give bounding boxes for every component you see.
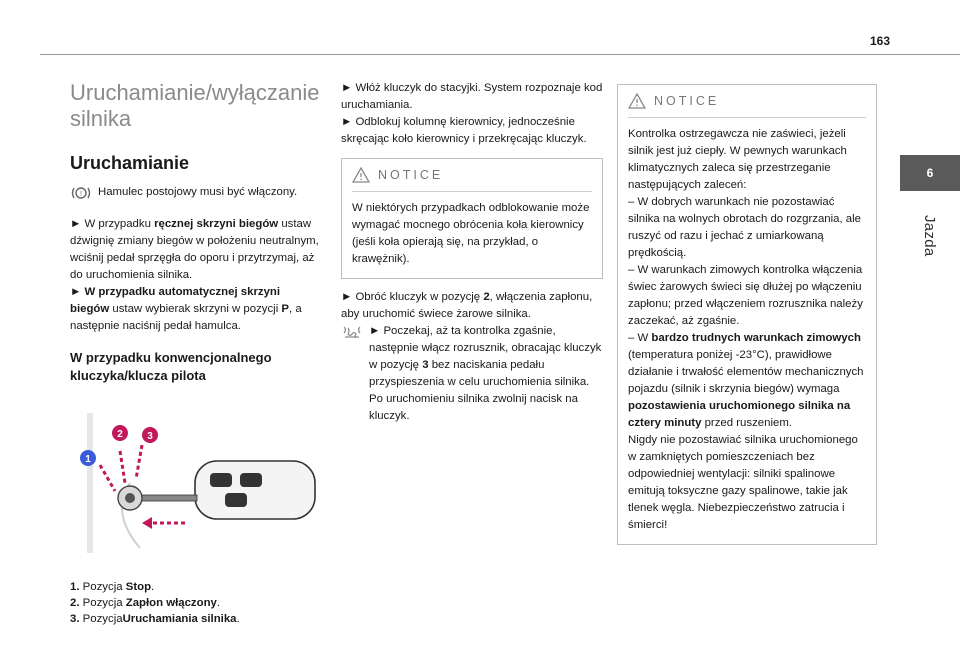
auto-bold: ► W przypadku automatycznej skrzyni biegów	[70, 286, 281, 315]
chapter-tab[interactable]	[900, 155, 960, 191]
manual-rest: ustaw dźwignię zmiany biegów w położeniu neutralnym, wciśnij pedał sprzęgła do oporu i przytrzymaj, aż do uruchomienia silnika.	[70, 218, 319, 281]
notice-label: NOTICE	[654, 93, 720, 108]
auto-rest-b: , a następnie naciśnij pedał hamulca.	[70, 303, 302, 332]
p4-a: – W	[628, 332, 652, 344]
page-number: 163	[869, 34, 890, 48]
marker-3-label: 3	[147, 431, 153, 442]
notice-body	[618, 126, 876, 534]
subsection-title: Uruchamianie	[70, 153, 190, 173]
legend-end: .	[216, 597, 221, 609]
position-2-marker	[112, 425, 128, 441]
key-blade	[135, 495, 197, 501]
notice-header	[342, 159, 602, 191]
warning-icon	[628, 93, 646, 109]
marker-1-label: 1	[85, 454, 91, 465]
manual-bold: ręcznej skrzyni biegów	[154, 218, 279, 230]
position-3-marker	[142, 427, 158, 443]
notice-paragraph: – W dobrych warunkach nie pozostawiać silnika na wolnych obrotach do rozgrzania, ale ruszyć od razu i jechać z umiarkowaną prędkością.	[628, 196, 862, 259]
right-column	[617, 80, 877, 555]
notice-box	[341, 158, 603, 279]
p4-b: (temperatura poniżej -23°C), prawidłowe działanie i trwałość elementów mechanicznych pojazdu (silnik i skrzynia biegów) wymaga	[628, 349, 864, 395]
legend-item	[70, 611, 320, 627]
marker-2-label: 2	[117, 429, 123, 440]
brake-note-text: Hamulec postojowy musi być włączony.	[98, 186, 298, 198]
ignition-key-figure	[70, 413, 320, 563]
section-title: Uruchamianie/wyłączanie silnika	[70, 80, 320, 131]
glow-plug-icon	[341, 323, 363, 341]
legend-num: 1.	[70, 581, 80, 593]
auto-rest-a: ustaw wybierak skrzyni w pozycji	[109, 303, 282, 315]
turn-b: , włączenia zapłonu, aby uruchomić świece żarowe silnika.	[341, 291, 593, 320]
auto-gearbox-instruction	[70, 284, 320, 335]
p4-bold2: pozostawienia uruchomionego silnika na cztery minuty	[628, 400, 851, 429]
position-1-marker	[80, 450, 96, 466]
legend-end: .	[236, 613, 240, 625]
brake-note	[70, 184, 320, 202]
warning-icon	[352, 167, 370, 183]
wait-a: ► Poczekaj, aż ta kontrolka zgaśnie, następnie włącz rozrusznik, obracając kluczyk w pozycję	[369, 325, 602, 371]
notice-paragraph: Kontrolka ostrzegawcza nie zaświeci, jeżeli silnik jest już ciepły. W pewnych warunkach klimatycznych zaleca się przestrzeganie następujących zaleceń:	[628, 128, 847, 191]
parking-brake-icon	[70, 184, 92, 202]
glow-plug-step	[341, 323, 603, 425]
legend-bold: Stop	[125, 581, 152, 593]
notice-label: NOTICE	[378, 167, 444, 182]
legend-end: .	[151, 581, 155, 593]
legend-bold: Zapłon włączony	[125, 597, 217, 609]
notice-paragraph: – W warunkach zimowych kontrolka włączenia świec żarowych świeci się dłużej po włączeniu zapłonu; przed włączeniem rozrusznika należy zaczekać, aż zgaśnie.	[628, 264, 863, 327]
unlock-step: ► Odblokuj kolumnę kierownicy, jednocześnie skręcając koło kierownicy i przekręcając kluczyk.	[341, 116, 587, 145]
key-heading: W przypadku konwencjonalnego kluczyka/klucza pilota	[70, 350, 272, 383]
figure-legend	[70, 579, 320, 627]
notice-divider	[352, 191, 592, 192]
key-fob	[195, 461, 315, 519]
manual-gearbox-instruction	[70, 216, 320, 284]
turn-num: 2	[483, 291, 490, 303]
legend-text: Pozycja	[82, 581, 126, 593]
wait-step-text	[369, 323, 603, 425]
legend-num: 2.	[70, 597, 80, 609]
notice-text: W niektórych przypadkach odblokowanie może wymagać mocnego obrócenia koła kierownicy (jeśli koła opierają się, na przykład, o krawężnik).	[352, 202, 590, 265]
wait-b: bez naciskania pedału przyspieszenia w celu uruchomienia silnika. Po uruchomieniu silnika zwolnij nacisk na kluczyk.	[369, 359, 590, 422]
left-column	[70, 80, 320, 627]
turn-key-step	[341, 289, 603, 323]
notice-paragraph: Nigdy nie pozostawiać silnika uruchomionego w zamkniętych pomieszczeniach bez odpowiedniej wentylacji: silniki spalinowe emitują toksyczne gazy spalinowe, takie jak tlenek węgla. Niebezpieczeństwo zatrucia i śmierci!	[628, 434, 858, 531]
notice-header	[618, 85, 876, 117]
legend-bold: Uruchamiania silnika	[122, 613, 237, 625]
notice-paragraph	[628, 330, 866, 432]
insert-arrow	[142, 517, 152, 529]
legend-item	[70, 579, 320, 595]
insert-key-step: ► Włóż kluczyk do stacyjki. System rozpoznaje kod uruchamiania.	[341, 82, 603, 111]
legend-item	[70, 595, 320, 611]
chapter-number: 6	[926, 166, 934, 180]
legend-num: 3.	[70, 613, 80, 625]
legend-text: Pozycja	[82, 613, 123, 625]
header-rule	[40, 54, 960, 55]
chapter-name: Jazda	[921, 215, 938, 257]
wait-num: 3	[422, 359, 429, 371]
middle-column	[341, 80, 603, 425]
legend-text: Pozycja	[82, 597, 126, 609]
notice-divider	[628, 117, 866, 118]
svg-text:!: !	[80, 191, 82, 198]
auto-p: P	[281, 303, 290, 315]
p4-c: przed ruszeniem.	[701, 417, 792, 429]
p4-bold: bardzo trudnych warunkach zimowych	[651, 332, 861, 344]
winter-notice-box	[617, 84, 877, 545]
turn-a: ► Obróć kluczyk w pozycję	[341, 291, 484, 303]
manual-prefix: ► W przypadku	[70, 218, 155, 230]
